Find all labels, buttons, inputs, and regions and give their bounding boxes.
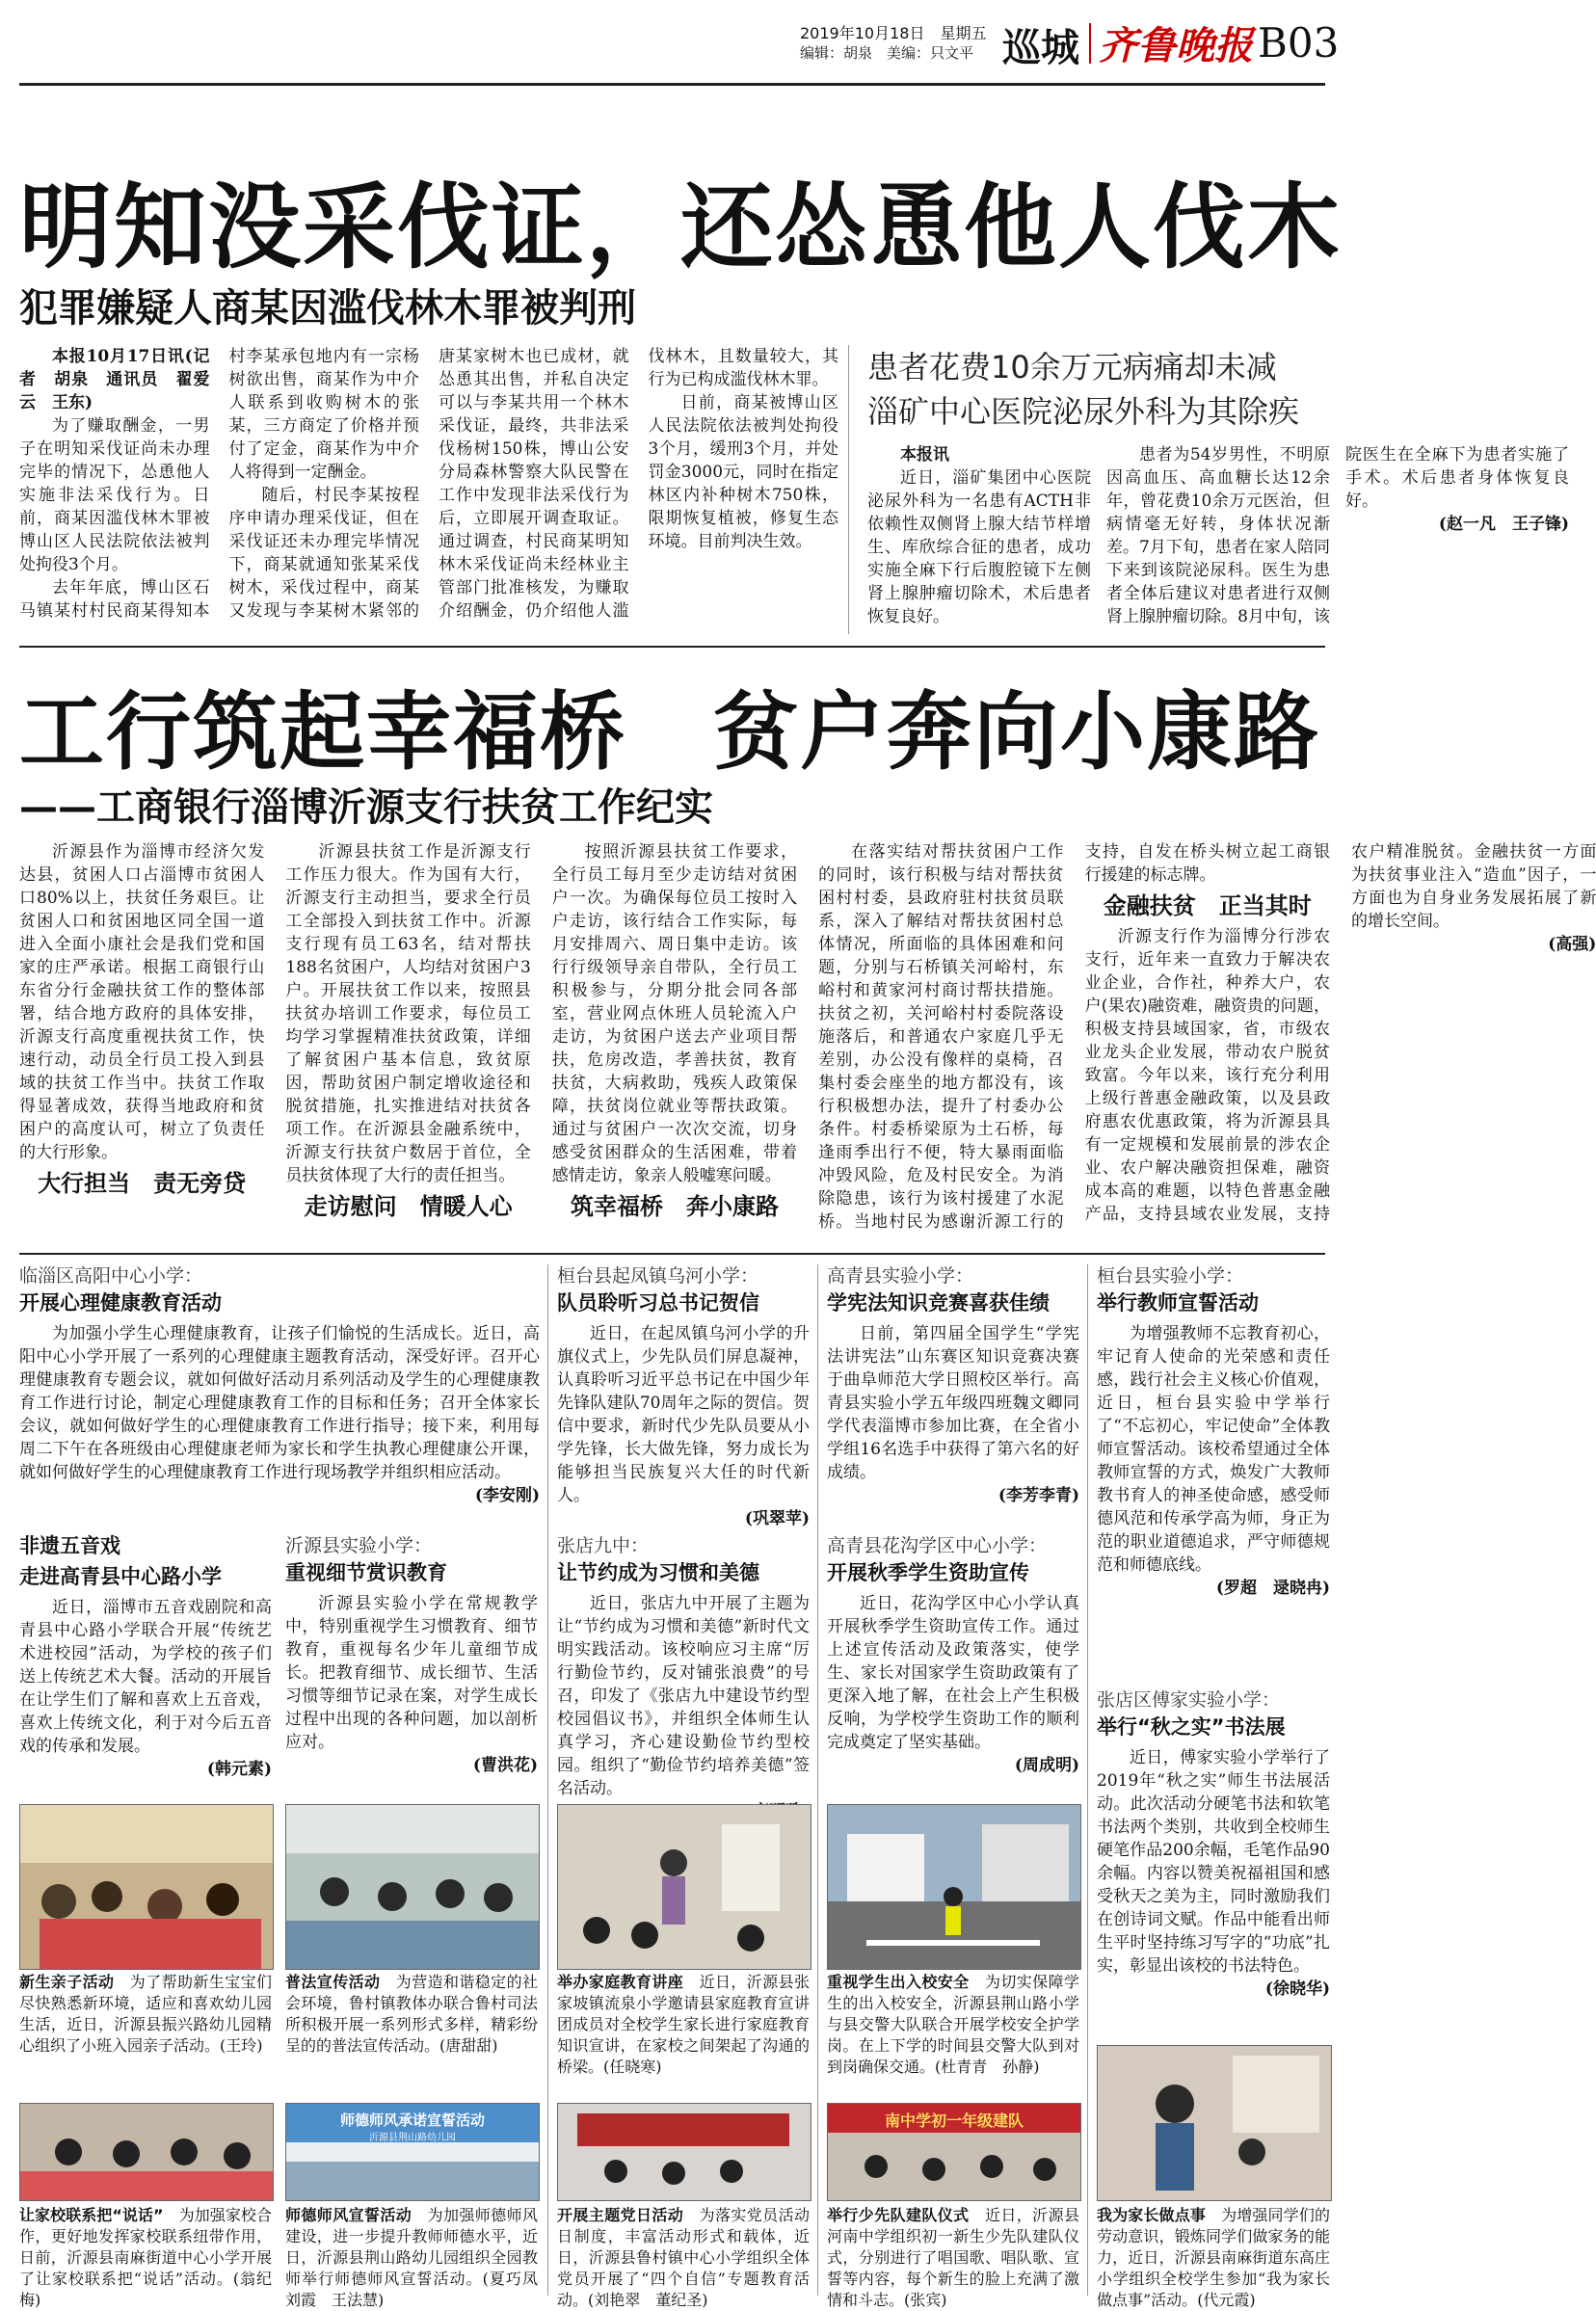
brief-byline: (巩翠苹) [744,1509,810,1528]
brief-body: 为加强小学生心理健康教育，让孩子们愉悦的生活成长。近日，高阳中心小学开展了一系列的心理健康主题教育活动，深受好评。召开心理健康教育专题会议，就如何做好活动月系列活动及学生的心理健康教育工作进行讨论，制定心理健康教育工作的目标和任务；召开全体家长会议，就如何做好学生的心理健康教育工作进行指导；接下来，利用每周二下午在各班级由心理健康老师为家长和学生执教心理健康公开课，就如何做好学生的心理健康教育工作进行现场教学并组织相应活动。 [19,1324,540,1482]
section-rule [19,1253,1325,1255]
brief-kicker: 高青县花沟学区中心小学： [827,1535,1048,1556]
caption-byline: (王玲) [220,2036,263,2055]
brief-title: 走进高青县中心路小学 [19,1565,222,1588]
story3-para: 沂源县扶贫工作是沂源支行工作压力很大。作为国有大行，沂源支行主动担当，要求全行员工全部投入到扶贫工作中。沂源支行现有员工63名，结对帮扶188名贫困户，人均结对贫困户3户。开展扶贫工作以来，按照县扶贫办培训工作要求，每位员工均学习掌握精准扶贫政策，详细了解贫困户基本信息，致贫原因，帮助贫困户制定增收途径和脱贫措施，扎实推进结对扶贫各项工作。在沂源县金融系统中，沂源支行扶贫户数居于首位，全员扶贫体现了大行的责任担当。 [285,842,531,1185]
photo-home-school [19,2103,274,2201]
brief-title: 队员聆听习总书记贺信 [557,1291,759,1315]
brief-byline: (李安刚) [474,1486,540,1505]
caption-text: 为了帮助新生宝宝们尽快熟悉新环境，适应和喜欢幼儿园生活，近日，沂源县振兴路幼儿园精心组织了小班入园亲子活动。 [19,1973,272,2055]
brief-gaoyang [19,1264,540,1525]
caption-title: 举办家庭教育讲座 [557,1973,684,1991]
caption-byline: (夏巧凤 刘霞 王法慧) [285,2270,553,2309]
caption-text: 为增强同学们的劳动意识，锻炼同学们做家务的能力，近日，沂源县南麻街道东高庄小学组织全校学生参加“我为家长做点事”活动。 [1097,2206,1330,2309]
brief-title: 举行“秋之实”书法展 [1097,1715,1286,1739]
brief-gaoqing [827,1264,1079,1525]
caption-text: 为加强师德师风建设，进一步提升教师师德水平，近日，沂源县荆山路幼儿园组织全园教师举行师德师风宣誓活动。 [285,2206,538,2288]
caption-byline: (任晓寒) [603,2058,662,2076]
caption-text: 为加强家校合作，更好地发挥家校联系纽带作用，日前，沂源县南麻街道中心小学开展了让家校联系把“说话”活动。 [19,2206,272,2288]
caption-byline: (代元霞) [1197,2291,1256,2309]
story2-para: 近日，淄矿集团中心医院泌尿外科为一名患有ACTH非依赖性双侧肾上腺大结节样增生、库欣综合征的患者，成功实施全麻下行后腹腔镜下左侧肾上腺肿瘤切除术，术后患者恢复良好。 [867,468,1091,626]
caption-text: 为营造和谐稳定的社会环境，鲁村镇教体办联合鲁村司法所积极开展一系列形式多样，精彩纷呈的的普法宣传活动。 [285,1973,538,2055]
story3-para: 沂源县作为淄博市经济欠发达县，贫困人口占淄博市贫困人口80%以上，扶贫任务艰巨。让贫困人口和贫困地区同全国一道进入全面小康社会是我们党和国家的庄严承诺。根据工商银行山东省分行金融扶贫工作的整体部署，结合地方政府的具体安排，沂源支行高度重视扶贫工作，快速行动，动员全行员工投入到县域的扶贫工作当中。扶贫工作取得显著成效，获得当地政府和贫困户的高度认可，树立了负责任的大行形象。 [19,842,265,1162]
pioneer-banner: 南中学初一年级建队 [884,2112,1024,2130]
caption-text: 近日，沂源县河南中学组织初一新生少先队建队仪式，分别进行了唱国歌、唱队歌、宣誓等内容，每个新生的脸上充满了激情和斗志。 [827,2206,1079,2309]
issue-date: 2019年10月18日 星期五 [800,24,987,42]
column-divider [817,1264,818,2296]
caption-legal-education [285,1972,538,2097]
brief-title: 开展心理健康教育活动 [19,1291,222,1315]
brief-body: 近日，花沟学区中心小学认真开展秋季学生资助宣传工作。通过上述宣传活动及政策落实，使学生、家长对国家学生资助政策有了更深入地了解，在社会上产生积极反响，为学校学生资助工作的顺利完成奠定了坚实基础。 [827,1594,1079,1752]
brief-yiyuan-shiyan [285,1534,538,1794]
caption-text: 为落实党员活动日制度，丰富活动形式和载体，近日，沂源县鲁村镇中心小学组织全体党员开展了“四个自信”专题教育活动。 [557,2206,810,2309]
section-rule [19,646,1325,648]
story3-subheadline: ——工商银行淄博沂源支行扶贫工作纪实 [19,785,713,830]
caption-pioneer-ceremony [827,2205,1079,2309]
editor-credits: 编辑：胡泉 美编：只文平 [800,44,974,62]
brief-huantai [1097,1264,1330,1679]
story3-subhead: 金融扶贫 正当其时 [1103,892,1312,919]
photo-family-lecture [557,1804,811,1970]
caption-byline: (杜青青 孙静) [935,2058,1040,2076]
brief-kicker: 张店九中： [557,1535,650,1556]
caption-title: 新生亲子活动 [19,1973,115,1991]
masthead-divider [1089,23,1091,64]
story1-subheadline: 犯罪嫌疑人商某因滥伐林木罪被判刑 [19,286,636,331]
brief-zhangdian9 [557,1534,810,1798]
brief-kicker: 张店区傅家实验小学： [1097,1689,1281,1711]
story3-headline: 工行筑起幸福桥 贫户奔向小康路 [19,682,1321,782]
story3-para: 按照沂源县扶贫工作要求，全行员工每月至少走访结对贫困户一次。为确保每位员工按时入户走访，该行结合工作实际，每月安排周六、周日集中走访。该行行级领导亲自带队，全行员工积极参与，分期分批会同各部室，营业网点休班人员轮流入户走访，为贫困户送去产业项目帮扶，危房改造，孝善扶贫，教育扶贫，大病救助，残疾人政策保障，扶贫岗位就业等帮扶政策。通过与贫困户一次次交流，切身感受贫困群众的生活困难，带着感情走访，象亲人般嘘寒问暖。 [551,842,798,1185]
story1-lead: 本报10月17日讯(记者 胡泉 通讯员 翟爱云 王东) [19,347,210,412]
caption-byline: (翁纪梅) [19,2270,272,2309]
caption-parent-child [19,1972,272,2097]
brief-byline: (韩元素) [206,1760,272,1779]
caption-title: 让家校联系把“说话” [19,2206,164,2224]
story3-subhead: 走访慰问 情暖人心 [304,1193,513,1220]
brief-huagou [827,1534,1079,1794]
column-divider [547,1264,548,2296]
caption-party-day [557,2205,810,2309]
brief-title: 让节约成为习惯和美德 [557,1561,759,1584]
brief-body: 为增强教师不忘教育初心，牢记育人使命的光荣感和责任感，践行社会主义核心价值观，近日，桓台县实验中学举行了“不忘初心，牢记使命”全体教师宣誓活动。该校希望通过全体教师宣誓的方式，焕发广大教师教书育人的神圣使命感，感受师德风范和传承学高为师，身正为范的职业道德追求，严守师德规范和师德底线。 [1097,1324,1330,1575]
caption-title: 开展主题党日活动 [557,2206,684,2224]
caption-text: 为切实保障学生的出入校安全，沂源县荆山路小学与县交警大队联合开展学校安全护学岗。在上下学的时间县交警大队到对到岗确保交通。 [827,1973,1079,2076]
story3-subhead: 筑幸福桥 奔小康路 [570,1193,779,1220]
brief-kicker: 沂源县实验小学： [285,1535,433,1556]
story3-subhead: 大行担当 责无旁贷 [38,1170,247,1197]
caption-title: 举行少先队建队仪式 [827,2206,970,2224]
brief-kicker: 临淄区高阳中心小学： [19,1265,203,1287]
brief-fujia [1097,1688,1330,2045]
brief-title: 重视细节赏识教育 [285,1561,447,1584]
column-divider [1087,1264,1088,2296]
story3-byline: (高强) [1548,935,1596,954]
oath-banner: 师德师风承诺宣誓活动 [339,2112,485,2129]
story1-para: 日前，商某被博山区人民法院依法被判处拘役3个月，缓刑3个月，并处罚金3000元，同时在指定林区内补种树木750株，限期恢复植被，修复生态环境。目前判决生效。 [648,393,838,551]
photo-teacher-oath [285,2103,540,2201]
story1-body [19,345,838,636]
brief-byline: (曹洪花) [472,1756,538,1775]
brief-kicker: 高青县实验小学： [827,1265,974,1287]
brief-body: 近日，淄博市五音戏剧院和高青县中心路小学联合开展“传统艺术进校园”活动，为学校的孩子们送上传统艺术大餐。活动的开展旨在让学生们了解和喜欢上五音戏，喜欢上传统文化，利于对今后五音戏的传承和发展。 [19,1598,272,1756]
photo-parent-child [19,1804,274,1970]
story1-headline: 明知没采伐证，还怂恿他人伐木 [19,173,1342,281]
caption-byline: (刘艳翠 董纪圣) [588,2291,708,2309]
caption-title: 普法宣传活动 [285,1973,381,1991]
brief-byline: (李芳李青) [998,1486,1079,1505]
caption-school-safety [827,1972,1079,2097]
brief-kicker: 非遗五音戏 [19,1534,120,1557]
brief-title: 举行教师宣誓活动 [1097,1291,1259,1315]
story1-para: 随后，村民李某按程序申请办理采伐证，但在采伐证还未办理完毕情况下，商某就通知张某采伐树木，采伐过程中，商某又发现与李某树木紧邻的唐某家树木也已成材，就怂恿其出售，并私自决定可以与李某共用一个林木采伐证，最终，共非法采伐杨树150株，博山公安分局森林警察大队民警在工作中发现非法采伐行为后，立即展开调查取证。通过调查，村民商某明知林木采伐证尚未经林业主管部门批准核发，为赚取介绍酬金，仍介绍他人滥伐林木，且数量较大，其行为已构成滥伐林木罪。 [228,347,838,621]
caption-title: 我为家长做点事 [1097,2206,1206,2224]
story3-para: 沂源支行作为淄博分行涉农支行，近年来一直致力于解决农业企业，合作社，种养大户，农户(果农)融资难，融资贵的问题，积极支持县域国家，省，市级农业龙头企业发展，带动农户脱贫致富。今年以来，该行充分利用上级行普惠金融政策，以及县政府惠农优惠政策，将为沂源县具有一定规模和发展前景的涉农企业、农户解决融资担保难，融资成本高的难题，以特色普惠金融产品，支持县域农业发展，支持农户精准脱贫。金融扶贫一方面为扶贫事业注入“造血”因子，一方面也为自身业务发展拓展了新的增长空间。 [1084,842,1596,1224]
brief-byline: (周成明) [1014,1756,1079,1775]
story2-lead: 本报讯 [900,445,949,465]
caption-byline: (张宾) [904,2291,947,2309]
section-name: 巡城 [1002,26,1079,70]
caption-byline: (唐甜甜) [439,2036,498,2055]
brief-byline: (徐晓华) [1264,1979,1330,1999]
caption-title: 师德师风宣誓活动 [285,2206,412,2224]
masthead-rule [19,83,1325,86]
story2-para: 患者为54岁男性，不明原因高血压、高血糖长达12余年，曾花费10余万元医治，但病情毫无好转，身体状况渐差。7月下旬，患者在家人陪同下来到该院泌尿科。医生为患者全体后建议对患者进行双侧肾上腺肿瘤切除。8月中旬，该院医生在全麻下为患者实施了手术。术后患者身体恢复良好。 [1106,445,1569,626]
caption-housework [1097,2205,1330,2309]
brief-kicker: 桓台县起凤镇乌河小学： [557,1265,759,1287]
story2-headline: 患者花费10余万元病痛却未减 淄矿中心医院泌尿外科为其除疾 [867,349,1308,430]
photo-school-safety [827,1804,1081,1970]
caption-home-school [19,2205,272,2309]
caption-title: 重视学生出入校安全 [827,1973,970,1991]
brief-body: 日前，第四届全国学生“学宪法讲宪法”山东赛区知识竞赛决赛于曲阜师范大学日照校区举行。高青县实验小学五年级四班魏文卿同学代表淄博市参加比赛，在全省小学组16名选手中获得了第六名的好成绩。 [827,1324,1079,1482]
story3-body [19,840,1596,1245]
photo-party-day [557,2103,811,2201]
story1-para: 去年年底，博山区石马镇某村村民商某得知本村李某承包地内有一宗杨树欲出售，商某作为中介人联系到收购树木的张某，三方商定了价格并预付了定金，商某作为中介人将得到一定酬金。 [19,347,419,621]
brief-body: 近日，傅家实验小学举行了2019年“秋之实”师生书法展活动。此次活动分硬笔书法和软笔书法两个类别，共收到全校师生硬笔作品200余幅，毛笔作品90余幅。内容以赞美祝福祖国和感受秋天之美为主，同时激励我们在创诗词文赋。作品中能看出师生平时坚持练习写字的“功底”扎实，彰显出该校的书法特色。 [1097,1748,1330,1976]
photo-pioneer-ceremony [827,2103,1081,2201]
brief-body: 近日，在起凤镇乌河小学的升旗仪式上，少先队员们屏息凝神，认真聆听习近平总书记在中国少年先锋队建队70周年之际的贺信。贺信中要求，新时代少先队员要从小学先锋，长大做先锋，努力成长为能够担当民族复兴大任的时代新人。 [557,1324,810,1505]
oath-banner-sub: 沂源县荆山路幼儿园 [369,2133,456,2143]
newspaper-logo: 齐鲁晚报 [1099,23,1253,68]
story2-body [867,443,1569,636]
brief-title: 开展秋季学生资助宣传 [827,1561,1029,1584]
brief-body: 沂源县实验小学在常规教学中，特别重视学生习惯教育、细节教育，重视每名少年儿童细节成长。把教育细节、成长细节、生活习惯等细节记录在案，对学生成长过程中出现的各种问题，加以剖析应对。 [285,1594,538,1752]
brief-wuyinxi [19,1534,272,1794]
column-divider [848,345,849,634]
brief-byline: (罗超 逯晓冉) [1215,1579,1330,1598]
story3-para: 在落实结对帮扶贫困户工作的同时，该行积极与结对帮扶贫困村村委，县政府驻村扶贫员联系，深入了解结对帮扶贫困村总体情况，所面临的具体困难和问题，分别与石桥镇关河峪村，东峪村和黄家河村商讨帮扶措施。扶贫之初，关河峪村村委院落设施落后，和普通农户家庭几乎无差别，办公没有像样的桌椅，召集村委会座坐的地方都没有，该行积极想办法，提升了村委办公条件。村委桥梁原为土石桥，每逢雨季出行不便，特大暴雨面临冲毁风险，危及村民安全。为消除隐患，该行为该村援建了水泥桥。当地村民为感谢沂源工行的支持，自发在桥头树立起工商银行援建的标志牌。 [818,842,1330,1232]
brief-body: 近日，张店九中开展了主题为让“节约成为习惯和美德”新时代文明实践活动。该校响应习主席“厉行勤俭节约，反对铺张浪费”的号召，印发了《张店九中建设节约型校园倡议书》，并组织全体师生认真学习，齐心建设勤俭节约型校园。组织了“勤俭节约培养美德”签名活动。 [557,1594,810,1798]
brief-title: 学宪法知识竞赛喜获佳绩 [827,1291,1050,1315]
story1-para: 为了赚取酬金，一男子在明知采伐证尚未办理完毕的情况下，怂恿他人实施非法采伐行为。日前，商某因滥伐林木罪被博山区人民法院依法被判处拘役3个月。 [19,416,210,574]
photo-legal-education [285,1804,540,1970]
page-number: B03 [1258,19,1340,66]
brief-wuhe [557,1264,810,1528]
caption-text: 近日，沂源县张家坡镇流泉小学邀请县家庭教育宣讲团成员对全校学生家长进行家庭教育知识宣讲，在家校之间架起了沟通的桥梁。 [557,1973,810,2076]
caption-family-lecture [557,1972,810,2097]
story2-byline: (赵一凡 王子锋) [1438,515,1569,534]
caption-teacher-oath [285,2205,553,2309]
photo-housework [1097,2045,1332,2201]
brief-kicker: 桓台县实验小学： [1097,1265,1244,1287]
